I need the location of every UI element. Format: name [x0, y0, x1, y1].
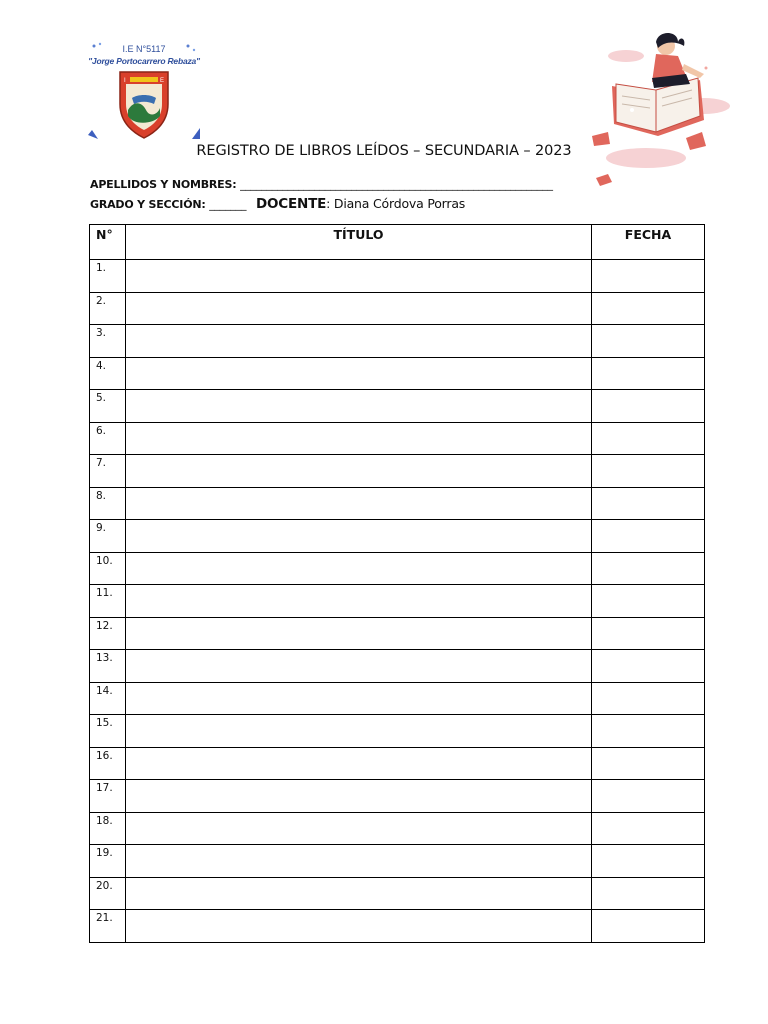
title-cell[interactable] — [126, 357, 592, 390]
row-number: 19. — [90, 845, 126, 878]
title-cell[interactable] — [126, 650, 592, 683]
row-number: 18. — [90, 812, 126, 845]
table-row — [90, 650, 705, 683]
row-number: 13. — [90, 650, 126, 683]
table-row — [90, 292, 705, 325]
table-row — [90, 585, 705, 618]
title-cell[interactable] — [126, 682, 592, 715]
title-cell[interactable] — [126, 390, 592, 423]
row-number: 16. — [90, 747, 126, 780]
table-row — [90, 260, 705, 293]
table-row — [90, 455, 705, 488]
grade-blank: _______ — [209, 198, 247, 211]
row-number: 8. — [90, 487, 126, 520]
date-cell[interactable] — [592, 715, 705, 748]
title-cell[interactable] — [126, 292, 592, 325]
date-cell[interactable] — [592, 390, 705, 423]
title-cell[interactable] — [126, 520, 592, 553]
names-blank: ___________________________________________________________ — [240, 178, 553, 191]
table-row — [90, 812, 705, 845]
title-cell[interactable] — [126, 715, 592, 748]
svg-text:I: I — [124, 78, 126, 84]
date-cell[interactable] — [592, 487, 705, 520]
date-cell[interactable] — [592, 422, 705, 455]
title-cell[interactable] — [126, 487, 592, 520]
teacher-label: DOCENTE — [255, 196, 327, 212]
table-row — [90, 845, 705, 878]
row-number: 9. — [90, 520, 126, 553]
date-cell[interactable] — [592, 650, 705, 683]
title-cell[interactable] — [126, 747, 592, 780]
table-row — [90, 715, 705, 748]
row-number: 17. — [90, 780, 126, 813]
grade-teacher-field — [90, 196, 465, 212]
table-row — [90, 390, 705, 423]
header-title: TÍTULO — [126, 225, 592, 260]
table-header-row — [90, 225, 705, 260]
names-field — [90, 178, 553, 191]
header-number: N° — [90, 225, 126, 260]
date-cell[interactable] — [592, 325, 705, 358]
table-row — [90, 520, 705, 553]
table-row — [90, 682, 705, 715]
girl-reading-flying-book-icon — [586, 28, 734, 188]
school-crest-icon — [116, 70, 172, 140]
title-cell[interactable] — [126, 617, 592, 650]
row-number: 2. — [90, 292, 126, 325]
teacher-value: : Diana Córdova Porras — [326, 196, 466, 211]
title-cell[interactable] — [126, 552, 592, 585]
page-title: REGISTRO DE LIBROS LEÍDOS – SECUNDARIA – 2023 — [196, 143, 572, 159]
books-table — [89, 224, 705, 943]
table-row — [90, 325, 705, 358]
school-logo — [88, 40, 200, 142]
row-number: 20. — [90, 877, 126, 910]
date-cell[interactable] — [592, 357, 705, 390]
table-row — [90, 617, 705, 650]
title-cell[interactable] — [126, 910, 592, 943]
svg-text:E: E — [160, 78, 165, 84]
date-cell[interactable] — [592, 877, 705, 910]
school-number: I.E N°5117 — [122, 44, 166, 54]
title-cell[interactable] — [126, 455, 592, 488]
table-row — [90, 487, 705, 520]
title-cell[interactable] — [126, 260, 592, 293]
date-cell[interactable] — [592, 747, 705, 780]
date-cell[interactable] — [592, 260, 705, 293]
row-number: 10. — [90, 552, 126, 585]
table-row — [90, 877, 705, 910]
table-row — [90, 780, 705, 813]
title-cell[interactable] — [126, 877, 592, 910]
date-cell[interactable] — [592, 780, 705, 813]
row-number: 21. — [90, 910, 126, 943]
header-date: FECHA — [592, 225, 705, 260]
title-cell[interactable] — [126, 812, 592, 845]
grade-label: GRADO Y SECCIÓN: — [90, 198, 206, 211]
date-cell[interactable] — [592, 812, 705, 845]
date-cell[interactable] — [592, 455, 705, 488]
title-cell[interactable] — [126, 780, 592, 813]
date-cell[interactable] — [592, 617, 705, 650]
row-number: 4. — [90, 357, 126, 390]
table-row — [90, 422, 705, 455]
row-number: 7. — [90, 455, 126, 488]
row-number: 12. — [90, 617, 126, 650]
title-cell[interactable] — [126, 422, 592, 455]
date-cell[interactable] — [592, 845, 705, 878]
row-number: 6. — [90, 422, 126, 455]
school-name: "Jorge Portocarrero Rebaza" — [88, 56, 200, 66]
row-number: 5. — [90, 390, 126, 423]
row-number: 11. — [90, 585, 126, 618]
table-row — [90, 910, 705, 943]
title-cell[interactable] — [126, 585, 592, 618]
table-row — [90, 357, 705, 390]
date-cell[interactable] — [592, 520, 705, 553]
row-number: 1. — [90, 260, 126, 293]
title-cell[interactable] — [126, 325, 592, 358]
date-cell[interactable] — [592, 552, 705, 585]
row-number: 15. — [90, 715, 126, 748]
date-cell[interactable] — [592, 292, 705, 325]
table-row — [90, 552, 705, 585]
date-cell[interactable] — [592, 682, 705, 715]
table-row — [90, 747, 705, 780]
row-number: 3. — [90, 325, 126, 358]
row-number: 14. — [90, 682, 126, 715]
date-cell[interactable] — [592, 585, 705, 618]
names-label: APELLIDOS Y NOMBRES: — [90, 178, 237, 191]
date-cell[interactable] — [592, 910, 705, 943]
title-cell[interactable] — [126, 845, 592, 878]
